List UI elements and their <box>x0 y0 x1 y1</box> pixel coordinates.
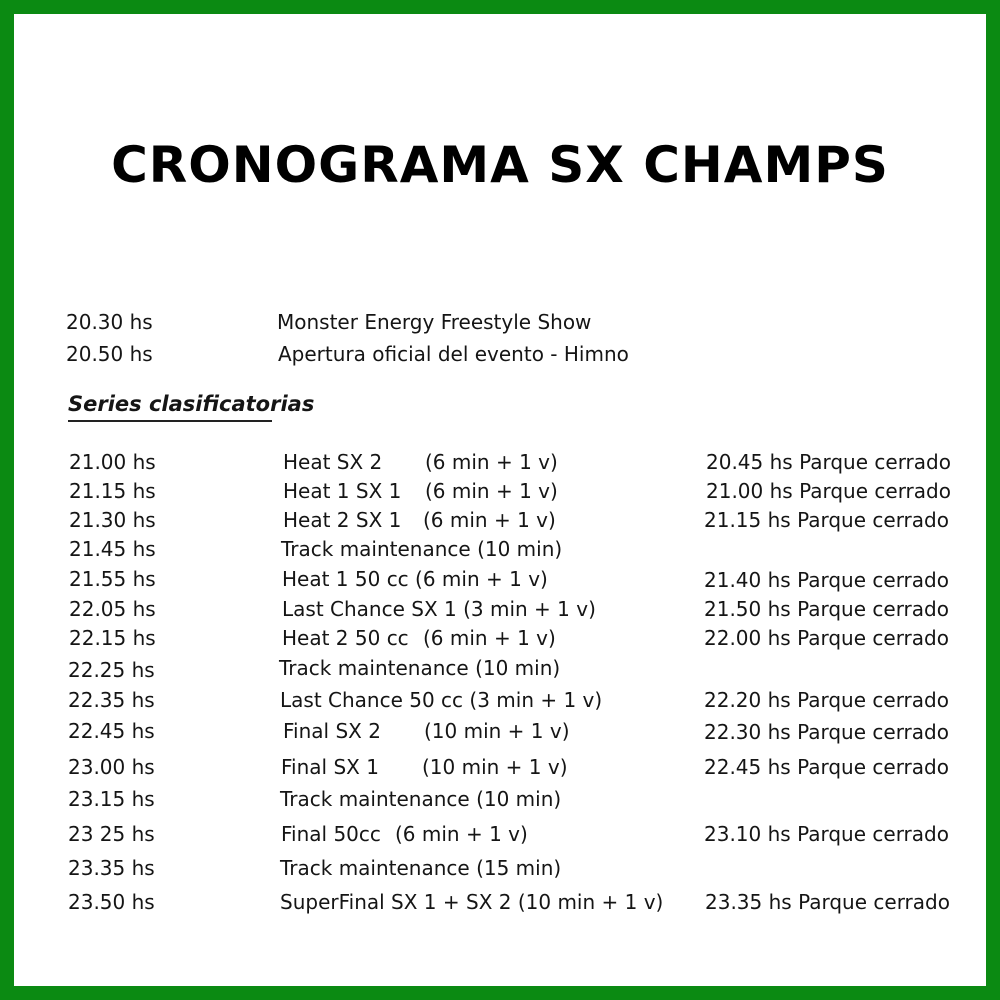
schedule-duration: (6 min + 1 v) <box>425 450 558 474</box>
schedule-closed: 20.45 hs Parque cerrado <box>706 450 951 474</box>
schedule-closed: 21.40 hs Parque cerrado <box>704 568 949 592</box>
schedule-time: 21.00 hs <box>69 450 156 474</box>
schedule-closed: 21.50 hs Parque cerrado <box>704 597 949 621</box>
schedule-event: Heat 1 SX 1 <box>283 479 402 503</box>
section-title: Series clasificatorias <box>68 392 315 416</box>
schedule-duration: (10 min + 1 v) <box>422 755 568 779</box>
schedule-time: 21.55 hs <box>69 567 156 591</box>
page-title: CRONOGRAMA SX CHAMPS <box>111 136 889 194</box>
section-underline <box>68 420 272 422</box>
schedule-time: 22.45 hs <box>68 719 155 743</box>
schedule-time: 21.45 hs <box>69 537 156 561</box>
schedule-duration: (6 min + 1 v) <box>425 479 558 503</box>
schedule-closed: 22.00 hs Parque cerrado <box>704 626 949 650</box>
schedule-event: Track maintenance (10 min) <box>281 537 563 561</box>
opening-event: Apertura oficial del evento - Himno <box>278 342 629 366</box>
schedule-event: Heat 2 SX 1 <box>283 508 402 532</box>
schedule-event: Heat SX 2 <box>283 450 383 474</box>
schedule-closed: 21.00 hs Parque cerrado <box>706 479 951 503</box>
schedule-time: 22.05 hs <box>69 597 156 621</box>
schedule-duration: (6 min + 1 v) <box>423 508 556 532</box>
schedule-event: Heat 2 50 cc <box>282 626 409 650</box>
schedule-event: Heat 1 50 cc (6 min + 1 v) <box>282 567 548 591</box>
schedule-time: 22.35 hs <box>68 688 155 712</box>
schedule-time: 22.25 hs <box>68 658 155 682</box>
schedule-event: Last Chance 50 cc (3 min + 1 v) <box>280 688 603 712</box>
schedule-event: Final SX 1 <box>281 755 379 779</box>
schedule-time: 21.15 hs <box>69 479 156 503</box>
schedule-event: Track maintenance (10 min) <box>279 656 561 680</box>
schedule-event: SuperFinal SX 1 + SX 2 (10 min + 1 v) <box>280 890 664 914</box>
schedule-time: 23.15 hs <box>68 787 155 811</box>
schedule-time: 23.00 hs <box>68 755 155 779</box>
schedule-closed: 22.30 hs Parque cerrado <box>704 720 949 744</box>
schedule-closed: 23.10 hs Parque cerrado <box>704 822 949 846</box>
opening-time: 20.30 hs <box>66 310 153 334</box>
schedule-closed: 21.15 hs Parque cerrado <box>704 508 949 532</box>
schedule-closed: 22.20 hs Parque cerrado <box>704 688 949 712</box>
schedule-duration: (10 min + 1 v) <box>424 719 570 743</box>
schedule-time: 23.35 hs <box>68 856 155 880</box>
schedule-event: Track maintenance (10 min) <box>280 787 562 811</box>
schedule-time: 23 25 hs <box>68 822 155 846</box>
schedule-closed: 22.45 hs Parque cerrado <box>704 755 949 779</box>
schedule-event: Last Chance SX 1 (3 min + 1 v) <box>282 597 596 621</box>
schedule-duration: (6 min + 1 v) <box>423 626 556 650</box>
schedule-event: Track maintenance (15 min) <box>280 856 562 880</box>
schedule-time: 22.15 hs <box>69 626 156 650</box>
schedule-closed: 23.35 hs Parque cerrado <box>705 890 950 914</box>
schedule-duration: (6 min + 1 v) <box>395 822 528 846</box>
opening-event: Monster Energy Freestyle Show <box>277 310 592 334</box>
schedule-time: 23.50 hs <box>68 890 155 914</box>
opening-time: 20.50 hs <box>66 342 153 366</box>
schedule-event: Final SX 2 <box>283 719 381 743</box>
schedule-event: Final 50cc <box>281 822 381 846</box>
schedule-time: 21.30 hs <box>69 508 156 532</box>
